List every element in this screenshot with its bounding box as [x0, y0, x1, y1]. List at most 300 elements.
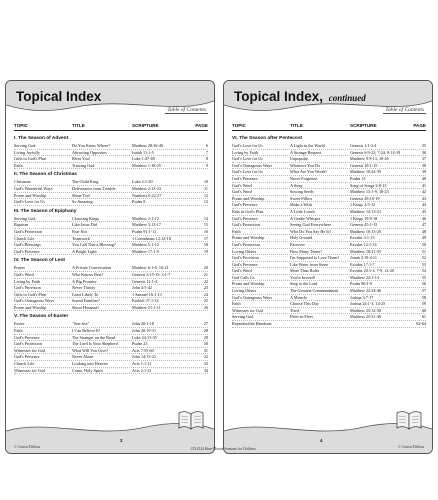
index-row	[14, 292, 208, 299]
row-title: A Bright Light	[72, 248, 97, 254]
row-topic: God's Word	[232, 189, 252, 195]
row-title: A Little Lunch	[290, 208, 315, 214]
row-topic: God's Outrageous Ways	[232, 162, 273, 168]
row-scripture: Joshua 24:1-3, 14-25	[350, 301, 386, 307]
row-topic: Living by Faith	[14, 278, 41, 284]
row-page: 29	[203, 334, 208, 340]
row-page: 36	[421, 149, 426, 155]
row-topic: God's Protection	[232, 241, 260, 247]
row-scripture: Matthew 17:1-9	[132, 248, 159, 254]
index-row	[14, 321, 208, 328]
row-topic: God's Presence	[232, 261, 258, 267]
index-row	[232, 262, 426, 269]
row-title: You're Invited!	[290, 274, 316, 280]
row-topic: God's Word	[232, 268, 252, 274]
row-page: 37	[421, 156, 426, 162]
row-topic: God's Wonderful Ways	[14, 185, 53, 191]
row-title: I'm Supposed to Love Them?	[290, 255, 340, 261]
row-topic: Baptism	[14, 222, 28, 228]
row-page: 56	[421, 281, 426, 287]
row-topic: God's Presence	[232, 202, 258, 208]
row-topic: God's Presence	[14, 334, 40, 340]
index-row	[232, 268, 426, 275]
row-topic: Gifts in God's Plan	[14, 291, 46, 297]
row-topic: Witnesses for God	[14, 367, 45, 373]
row-page: 31	[203, 347, 208, 353]
row-title: A Big Promise	[72, 278, 97, 284]
row-title: Come, Holy Spirit	[72, 367, 103, 373]
row-title: Passover	[290, 241, 305, 247]
row-page: 11	[203, 185, 208, 191]
row-scripture: Matthew 22:34-46	[350, 288, 382, 294]
row-scripture: John 14:15-21	[132, 354, 157, 360]
index-row	[232, 249, 426, 256]
row-title: A Song	[290, 182, 303, 188]
row-topic: God's Love for Us	[232, 156, 263, 162]
row-page: 35	[421, 143, 426, 148]
row-title: Least Likely To	[72, 291, 99, 297]
row-page: 60	[421, 307, 426, 313]
row-scripture: Song of Songs 2:8-13	[350, 182, 387, 188]
row-page: 53	[421, 261, 426, 267]
row-scripture: Luke 1:47-48	[132, 156, 155, 162]
column-topic: TOPIC	[232, 123, 246, 128]
index-row	[14, 341, 208, 348]
row-page: 42	[421, 189, 426, 195]
copyright: © Carson-Dellosa	[398, 445, 424, 449]
row-page: 47	[421, 222, 426, 228]
row-scripture: Exodus 20:1-4, 7-9, 12-20	[350, 268, 395, 274]
index-row	[14, 272, 208, 279]
page-title: Topical Index	[16, 89, 102, 104]
row-title: "Son-rise"	[72, 321, 90, 327]
row-scripture: Psalm 96:1-9	[350, 281, 373, 287]
index-row	[14, 179, 208, 186]
row-title: A Gentle Whisper	[290, 215, 321, 221]
index-row	[14, 186, 208, 193]
row-title: More Than Rules	[290, 268, 320, 274]
row-page: 58	[421, 294, 426, 300]
row-page: 26	[203, 304, 208, 310]
row-topic: God's Blessings	[14, 242, 41, 248]
row-scripture: Matthew 28:36-46	[132, 143, 164, 148]
row-title: Fleet-to-Fleet	[290, 314, 313, 320]
row-topic: God's Word	[232, 182, 252, 188]
row-scripture: Matthew 25:31-46	[350, 314, 382, 320]
row-scripture: Genesis 18:1-15	[350, 162, 378, 168]
row-scripture: Ezekiel 37:1-14	[132, 298, 159, 304]
index-row	[14, 265, 208, 272]
index-row	[14, 368, 208, 375]
row-scripture: John 4:5-42	[132, 285, 152, 291]
row-scripture: Genesis 6:9-22; 7:24; 8:14-19	[350, 149, 401, 155]
index-row	[232, 150, 426, 157]
index-row	[232, 235, 426, 242]
row-topic: God's Presence	[14, 354, 40, 360]
row-topic: God's Presence	[232, 215, 258, 221]
row-page: 25	[203, 298, 208, 304]
index-row	[14, 236, 208, 243]
row-title: The Lord Is Your Shepherd	[72, 341, 118, 347]
section-heading: III. The Season of Epiphany	[14, 208, 77, 214]
column-title: TITLE	[72, 123, 85, 128]
row-topic: God's Word	[14, 271, 34, 277]
index-row	[232, 275, 426, 282]
row-scripture: Isaiah 11:1-5	[132, 149, 154, 155]
row-title: Teamwork	[72, 235, 90, 241]
row-scripture: Psalm 23	[132, 341, 148, 347]
row-title: A Light in the World	[290, 143, 325, 148]
page-number: 4	[320, 438, 323, 443]
index-row	[232, 216, 426, 223]
row-scripture: Matthew 2:13-23	[132, 185, 161, 191]
row-scripture: Matthew 13:1-9, 18-23	[350, 189, 389, 195]
row-title: Looking into Heaven	[72, 361, 108, 367]
index-row	[14, 150, 208, 157]
row-page: 16	[203, 228, 208, 234]
row-topic: God's Love for Us	[232, 143, 263, 148]
row-title: A Strange Request	[290, 149, 322, 155]
index-row	[232, 183, 426, 190]
column-page: PAGE	[413, 123, 426, 128]
index-row	[14, 335, 208, 342]
index-row	[232, 189, 426, 196]
row-title: Choose This Day	[290, 301, 320, 307]
section-heading: I. The Season of Advent	[14, 136, 69, 141]
row-title: How Many Times?	[290, 248, 323, 254]
row-page: 45	[421, 208, 426, 214]
row-topic: God's Provision	[14, 285, 41, 291]
index-row	[14, 242, 208, 249]
row-topic: Praise and Worship	[232, 281, 265, 287]
index-page-right	[223, 80, 433, 454]
row-title: Unpopular	[290, 156, 308, 162]
table-of-contents-tag: Table of Contents	[385, 107, 424, 113]
row-page: 22	[203, 278, 208, 284]
row-title: What Are You Worth?	[290, 169, 328, 175]
row-topic: Christmas	[14, 179, 31, 185]
row-page: 20	[203, 265, 208, 271]
row-topic: Living Joyfully	[14, 149, 40, 155]
row-scripture: John 20:1-18	[132, 321, 154, 327]
index-row	[232, 281, 426, 288]
row-scripture: Matthew 2:1-12	[132, 215, 159, 221]
index-row	[14, 156, 208, 163]
row-topic: Kids in God's Plan	[232, 208, 264, 214]
column-scripture: SCRIPTURE	[350, 123, 377, 128]
index-row	[14, 361, 208, 368]
row-scripture: Jonah 3:10-4:11	[350, 255, 377, 261]
row-title: Attracting Opposites	[72, 149, 107, 155]
row-scripture: Genesis 3:15-15; 3:1-7	[132, 271, 171, 277]
product-code: CD-2124 Hear-Minute Sermons for Children	[190, 447, 256, 451]
row-title: Bless You!	[72, 156, 91, 162]
row-page: 51	[421, 248, 426, 254]
row-title: Never Alone	[72, 354, 94, 360]
row-page: 27	[203, 321, 208, 327]
row-scripture: Genesis 28:10-19	[350, 195, 380, 201]
row-page: 57	[421, 288, 426, 294]
column-page: PAGE	[195, 123, 208, 128]
row-scripture: Matthew 9:9-13, 18-26	[350, 156, 389, 162]
row-topic: Faith	[14, 162, 23, 168]
row-topic: God Calls Us	[232, 274, 255, 280]
index-row	[232, 301, 426, 308]
continued-label: continued	[328, 93, 366, 103]
row-scripture: Acts 7:55-60	[132, 347, 154, 353]
row-scripture: Matthew 25:14-30	[350, 307, 382, 313]
row-page: 6	[205, 143, 208, 148]
index-row	[14, 199, 208, 206]
row-title: Do You Know Where?	[72, 143, 111, 148]
index-row	[232, 255, 426, 262]
index-row	[232, 295, 426, 302]
row-scripture: Matthew 22:1-14	[350, 274, 379, 280]
row-topic: Serving God	[232, 314, 254, 320]
index-row	[232, 143, 426, 150]
index-page-left	[5, 80, 215, 454]
row-topic: Faith	[232, 228, 241, 234]
index-row	[232, 169, 426, 176]
row-topic: God's Protection	[14, 228, 42, 234]
row-page: 17	[203, 235, 208, 241]
row-topic: Serving God	[14, 143, 36, 148]
row-scripture: Luke 24:13-35	[132, 334, 157, 340]
row-topic: God's Protection	[232, 222, 260, 228]
column-header-row	[232, 123, 426, 131]
column-header-row	[14, 123, 208, 131]
column-topic: TOPIC	[14, 123, 28, 128]
row-title: Fear Not	[72, 228, 87, 234]
index-row	[232, 163, 426, 170]
row-title: Seeing God Everywhere	[290, 222, 331, 228]
row-page: 23	[203, 285, 208, 291]
row-topic: Faith	[14, 328, 23, 334]
index-row	[232, 202, 426, 209]
row-page: 50	[421, 241, 426, 247]
copyright: © Carson-Dellosa	[14, 445, 40, 449]
row-title: A Private Conversation	[72, 265, 112, 271]
row-scripture: 1 Kings 19:9-18	[350, 215, 378, 221]
row-topic: Witnesses for God	[14, 347, 45, 353]
row-topic: Witnesses for God	[232, 307, 263, 313]
row-page: 52	[421, 255, 426, 261]
index-row	[232, 308, 426, 315]
row-topic: Serving God	[14, 215, 36, 221]
row-topic: Church Life	[14, 235, 35, 241]
index-row	[14, 298, 208, 305]
index-list	[14, 133, 208, 374]
row-page: 9	[205, 162, 208, 168]
row-page: 41	[421, 182, 426, 188]
row-scripture: Psalm 8	[132, 199, 146, 205]
row-scripture: Genesis 45:1-15	[350, 222, 378, 228]
row-scripture: 1 Corinthians 12:12-18	[132, 235, 171, 241]
index-row	[232, 176, 426, 183]
row-topic: Easter	[14, 321, 25, 327]
row-scripture: Exodus 12:1-14	[350, 241, 377, 247]
index-list	[232, 133, 426, 328]
row-title: Who Knows Best?	[72, 271, 104, 277]
row-page: 34	[203, 367, 208, 373]
row-title: So Amazing	[72, 199, 93, 205]
row-page: 28	[203, 328, 208, 334]
row-title: Whatever You Do	[290, 162, 321, 168]
index-row	[14, 328, 208, 335]
row-topic: Prayer	[14, 265, 25, 271]
section-heading: IV. The Season of Lent	[14, 258, 65, 264]
row-page: 21	[203, 271, 208, 277]
index-row	[14, 216, 208, 223]
row-topic: God's Love for Us	[14, 199, 45, 205]
row-scripture: Matthew 10:24-39	[350, 169, 382, 175]
row-page: 10	[203, 179, 208, 185]
row-scripture: Matthew 14:13-21	[350, 208, 382, 214]
row-title: Sowing Seeds	[290, 189, 314, 195]
row-title: Tired	[290, 307, 299, 313]
row-scripture: John 20:19-31	[132, 328, 157, 334]
row-title: You Call That a Blessing?	[72, 242, 116, 248]
row-page: 18	[203, 242, 208, 248]
row-page: 39	[421, 169, 426, 175]
row-page: 38	[421, 162, 426, 168]
row-page: 62-64	[416, 321, 426, 327]
row-scripture: Genesis 1:1-2:4	[350, 143, 377, 148]
index-row	[14, 285, 208, 292]
row-title: Choosing Kings	[72, 215, 100, 221]
page-number: 3	[120, 438, 123, 443]
row-title: The Stranger on the Road	[72, 334, 116, 340]
index-row	[232, 321, 426, 328]
row-topic: Praise and Worship	[232, 195, 265, 201]
index-row	[232, 196, 426, 203]
row-scripture: Psalm 13	[350, 175, 366, 181]
index-row	[232, 209, 426, 216]
row-page: 54	[421, 268, 426, 274]
column-title: TITLE	[290, 123, 303, 128]
row-topic: Praise and Worship	[14, 304, 47, 310]
row-page: 49	[421, 235, 426, 241]
row-page: 12	[203, 192, 208, 198]
row-scripture: Exodus 3:1-15	[350, 235, 375, 241]
row-topic: Church Life	[14, 361, 35, 367]
section-heading: VI. The Season after Pentecost	[232, 136, 303, 141]
row-title: The Greatest Commandment	[290, 288, 339, 294]
row-scripture: Numbers 6:22-27	[132, 192, 162, 198]
row-scripture: Acts 1:1-11	[132, 361, 152, 367]
open-book-icon	[178, 409, 204, 431]
row-topic: Praise and Worship	[232, 235, 265, 241]
row-topic: God's Presence	[14, 248, 40, 254]
index-row	[14, 229, 208, 236]
row-title: Like Water from Stone	[290, 261, 329, 267]
row-page: 44	[421, 202, 426, 208]
row-topic: God's Love for Us	[232, 169, 263, 175]
row-title: Sweet Pillow	[290, 195, 313, 201]
row-topic: Living by Faith	[232, 149, 259, 155]
row-title: What Will You Give?	[72, 347, 109, 353]
row-page: 40	[421, 175, 426, 181]
index-row	[232, 242, 426, 249]
row-page: 46	[421, 215, 426, 221]
index-row	[14, 305, 208, 312]
row-page: 55	[421, 274, 426, 280]
index-row	[14, 222, 208, 229]
row-page: 59	[421, 301, 426, 307]
row-scripture: Joshua 3:7-17	[350, 294, 374, 300]
row-scripture: 1 Samuel 16:1-13	[132, 291, 162, 297]
section-heading: II. The Season of Christmas	[14, 172, 77, 178]
row-title: A Miracle	[290, 294, 307, 300]
row-page: 43	[421, 195, 426, 201]
row-scripture: Matthew 6:1-6, 16-21	[132, 265, 169, 271]
index-row	[232, 288, 426, 295]
row-topic: Faith	[232, 301, 241, 307]
index-row	[232, 156, 426, 163]
row-title: Shout Hosanna!	[72, 304, 99, 310]
row-page: 13	[203, 199, 208, 205]
row-scripture: Matthew 21:1-11	[132, 304, 161, 310]
row-topic: Loving Others	[232, 248, 257, 254]
row-scripture: Matthew 5:1-12	[132, 242, 159, 248]
section-heading: V. The Season of Easter	[14, 314, 69, 320]
index-row	[14, 163, 208, 170]
row-page: 32	[203, 354, 208, 360]
table-of-contents-tag: Table of Contents	[167, 107, 206, 113]
row-topic: God's Outrageous Ways	[232, 294, 273, 300]
row-scripture: Luke 2:1-20	[132, 179, 153, 185]
row-title: Deliverance from Trouble	[72, 185, 116, 191]
page-title: Topical Index, continued	[234, 89, 366, 104]
row-scripture: Matthew 3:13-17	[132, 222, 161, 228]
row-topic: God's Presence	[232, 175, 258, 181]
row-scripture: Acts 2:1-21	[132, 367, 152, 373]
row-topic: Praise and Worship	[14, 192, 47, 198]
row-page: 7	[205, 149, 208, 155]
row-title: Make a Wish	[290, 202, 313, 208]
row-scripture: Genesis 12:1-4	[132, 278, 158, 284]
row-scripture: Psalm 91:1-11	[132, 228, 157, 234]
row-page: 48	[421, 228, 426, 234]
row-title: I Can Believe It!	[72, 328, 101, 334]
index-row	[14, 348, 208, 355]
row-title: Sound Familiar?	[72, 298, 100, 304]
index-row	[232, 222, 426, 229]
row-page: 30	[203, 341, 208, 347]
row-page: 14	[203, 215, 208, 221]
column-scripture: SCRIPTURE	[132, 123, 159, 128]
index-row	[14, 143, 208, 150]
row-page: 15	[203, 222, 208, 228]
row-topic: Reproducible Handouts	[232, 321, 272, 327]
row-page: 19	[203, 248, 208, 254]
row-title: Holy Ground	[290, 235, 313, 241]
row-title: Never Forgotten	[290, 175, 318, 181]
row-topic: God's Outrageous Ways	[14, 298, 55, 304]
row-topic: Loving Others	[232, 288, 257, 294]
row-topic: God's Protection	[14, 341, 42, 347]
row-topic: Gifts in God's Plan	[14, 156, 46, 162]
row-title: Like Jesus Did	[72, 222, 97, 228]
row-title: Trusting God	[72, 162, 95, 168]
row-scripture: Exodus 17:1-7	[350, 261, 375, 267]
row-scripture: Matthew 1:18-25	[132, 162, 161, 168]
index-row	[232, 314, 426, 321]
open-book-icon	[396, 409, 422, 431]
row-page: 8	[205, 156, 208, 162]
row-scripture: Matthew 18:21-35	[350, 248, 382, 254]
row-page: 61	[421, 314, 426, 320]
